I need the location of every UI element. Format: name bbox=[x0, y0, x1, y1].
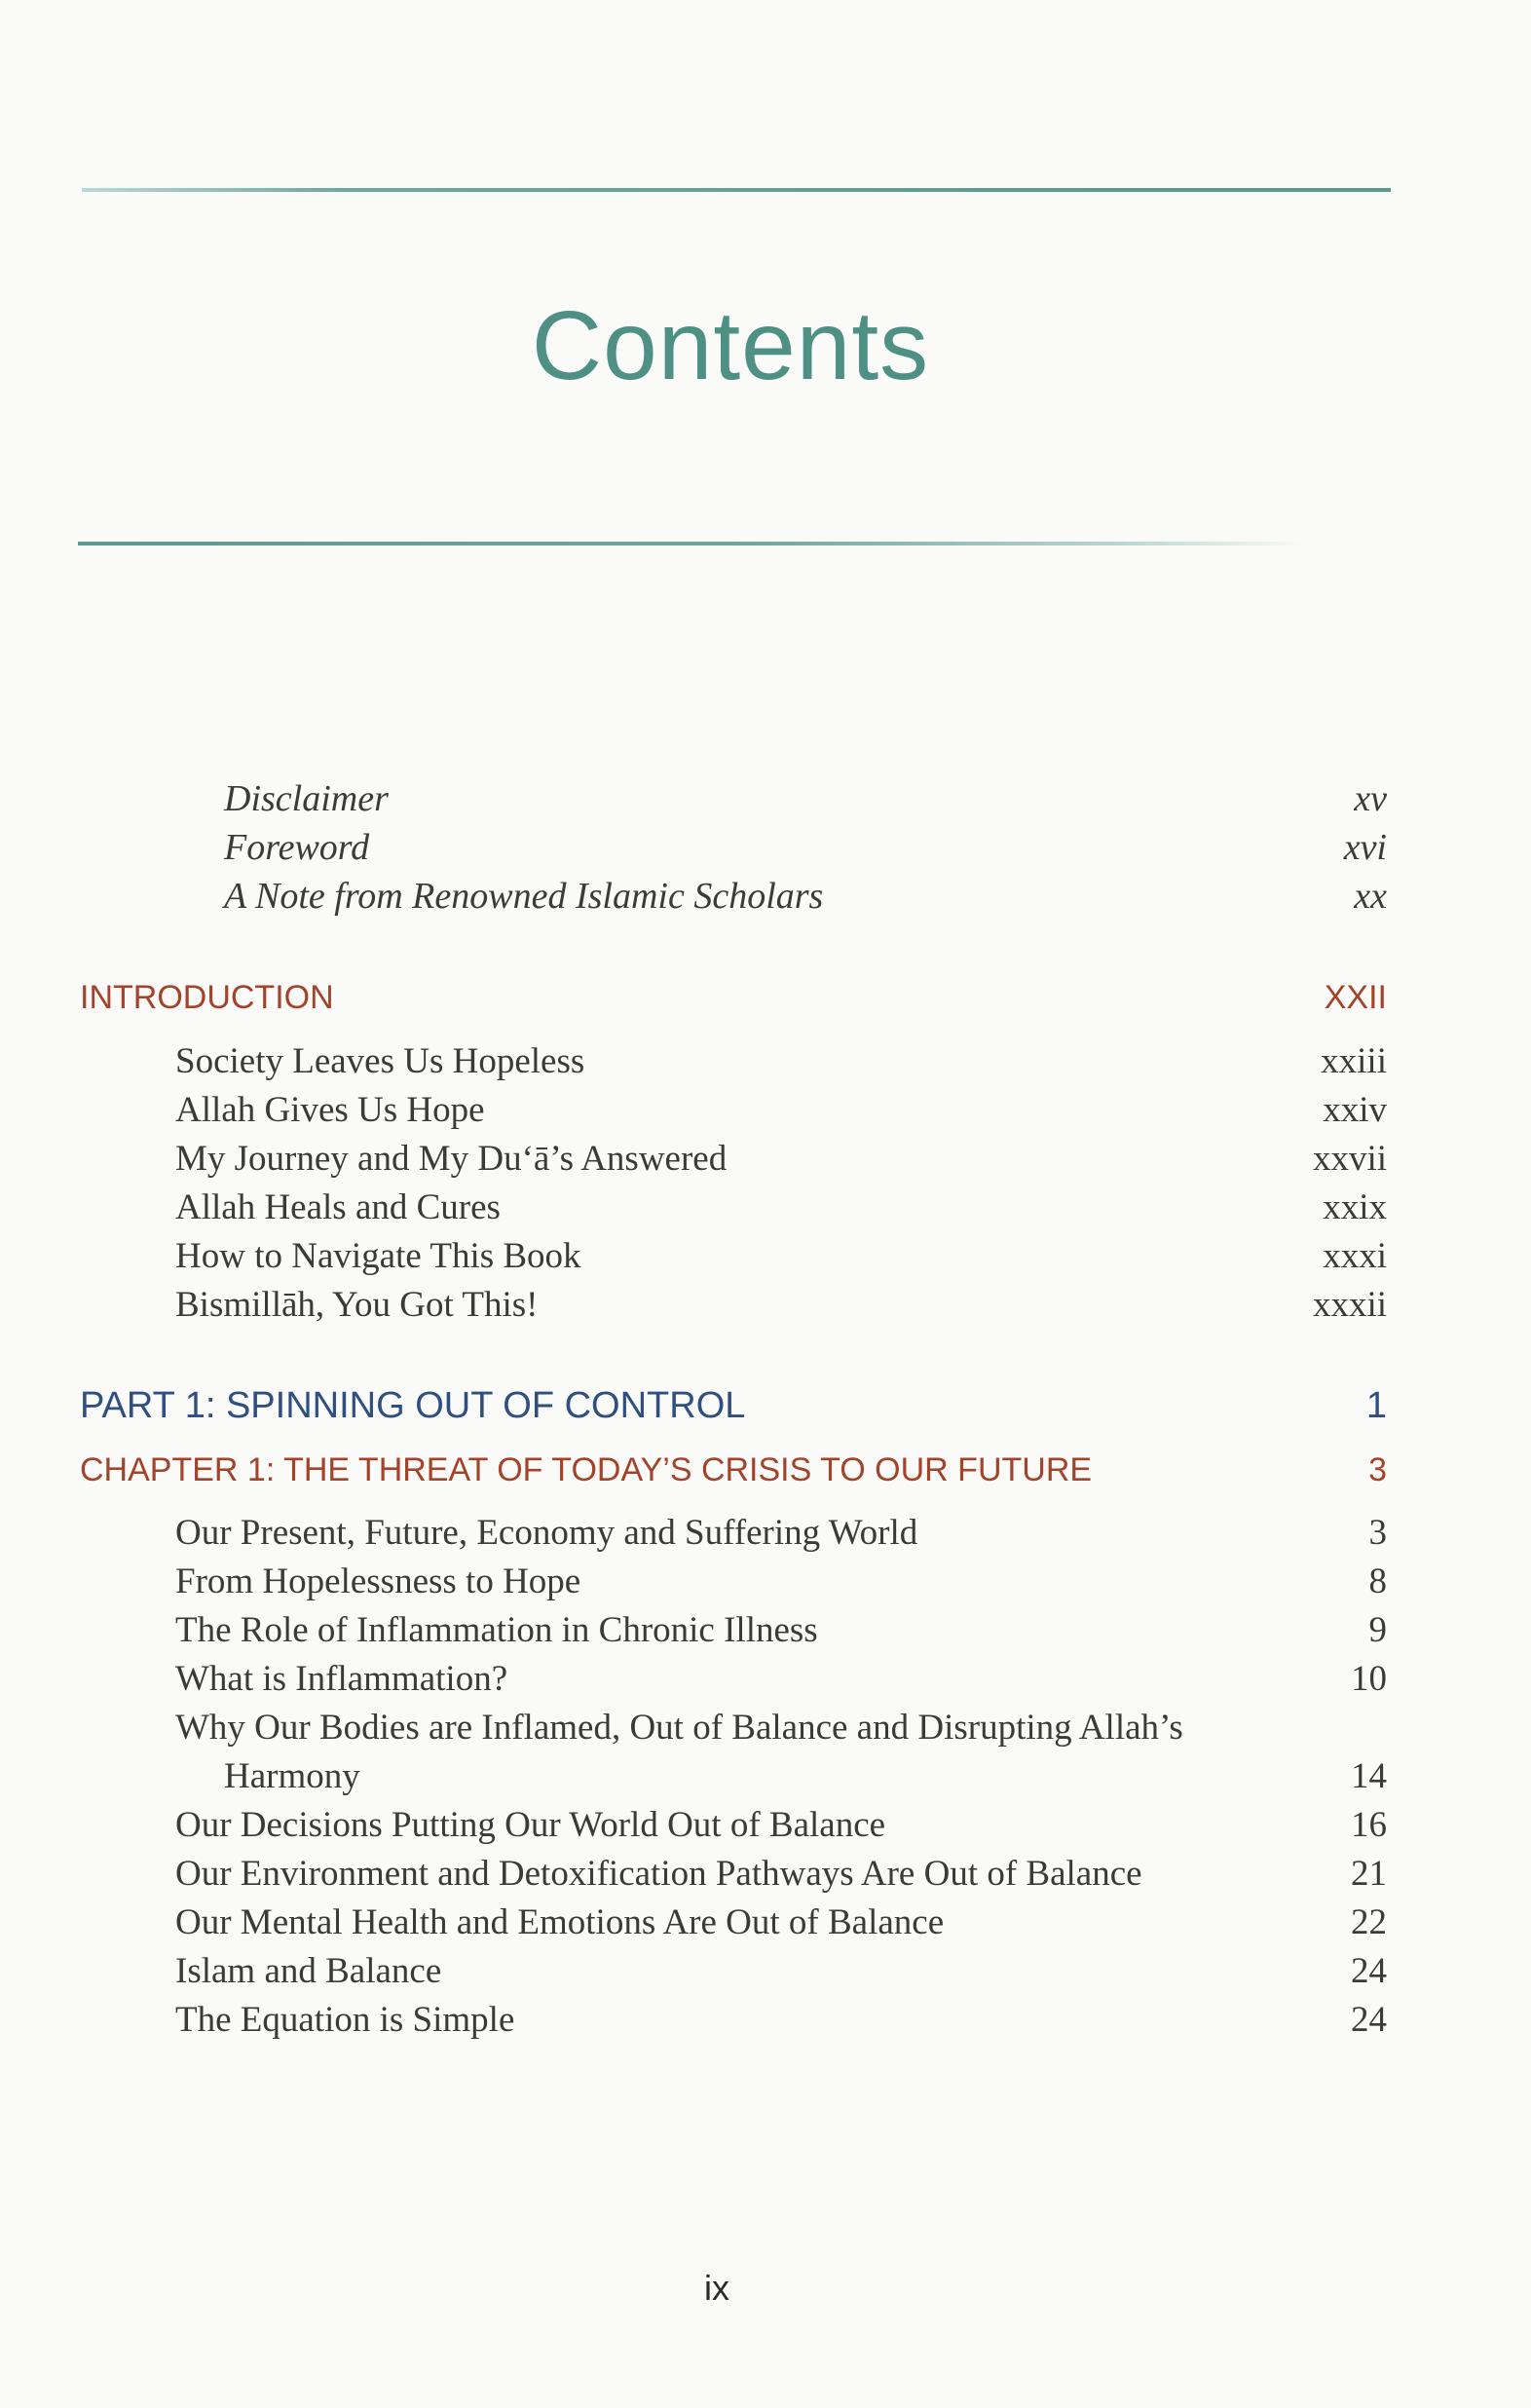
toc-entry-page: 8 bbox=[1368, 1561, 1387, 1601]
page-title: Contents bbox=[531, 291, 930, 400]
toc-front-entry[interactable] bbox=[0, 826, 1531, 875]
toc-entry-label: What is Inflammation? bbox=[175, 1659, 508, 1699]
toc-entry-page: 3 bbox=[1368, 1513, 1387, 1553]
toc-entry-page: 14 bbox=[1351, 1756, 1387, 1796]
toc-entry-page: 21 bbox=[1351, 1854, 1387, 1894]
toc-entry-continuation[interactable] bbox=[0, 1755, 1531, 1804]
page-number: ix bbox=[704, 2268, 729, 2308]
toc-entry-label: The Role of Inflammation in Chronic Illness bbox=[175, 1610, 818, 1650]
toc-entry[interactable] bbox=[0, 1950, 1531, 1999]
toc-entry-page: xv bbox=[1354, 778, 1387, 819]
toc-entry-label: Our Environment and Detoxification Pathways Are Out of Balance bbox=[175, 1854, 1142, 1894]
toc-entry-page: xxix bbox=[1323, 1187, 1387, 1227]
toc-entry-label-continuation: Harmony bbox=[224, 1756, 360, 1796]
toc-entry-label: Bismillāh, You Got This! bbox=[175, 1285, 539, 1325]
toc-chapter-heading[interactable] bbox=[0, 1451, 1531, 1500]
toc-entry-label: Allah Heals and Cures bbox=[175, 1187, 501, 1227]
toc-entry[interactable] bbox=[0, 1512, 1531, 1561]
toc-entry[interactable] bbox=[0, 1853, 1531, 1901]
toc-entry-page: xxiv bbox=[1323, 1090, 1387, 1130]
toc-entry[interactable] bbox=[0, 1186, 1531, 1235]
toc-entry[interactable] bbox=[0, 1235, 1531, 1284]
toc-entry-label: A Note from Renowned Islamic Scholars bbox=[224, 876, 824, 917]
toc-entry-label: Our Present, Future, Economy and Suffering World bbox=[175, 1513, 918, 1553]
toc-entry-page: 24 bbox=[1351, 2000, 1387, 2040]
toc-entry-label: Our Decisions Putting Our World Out of Balance bbox=[175, 1805, 886, 1845]
toc-entry-page: 16 bbox=[1351, 1805, 1387, 1845]
toc-entry-label: Allah Gives Us Hope bbox=[175, 1090, 485, 1130]
toc-entry-page: 9 bbox=[1368, 1610, 1387, 1650]
toc-heading-page: 3 bbox=[1368, 1451, 1387, 1488]
toc-entry-label: Our Mental Health and Emotions Are Out of Balance bbox=[175, 1902, 945, 1942]
toc-entry[interactable] bbox=[0, 1999, 1531, 2048]
title-underline-rule bbox=[78, 542, 1305, 546]
toc-entry[interactable] bbox=[0, 1707, 1531, 1755]
toc-entry-page: 24 bbox=[1351, 1951, 1387, 1991]
toc-entry-page: xxvii bbox=[1312, 1139, 1387, 1179]
toc-front-entry[interactable] bbox=[0, 875, 1531, 923]
toc-entry-label: Society Leaves Us Hopeless bbox=[175, 1041, 585, 1081]
toc-part-heading[interactable] bbox=[0, 1385, 1531, 1434]
toc-entry[interactable] bbox=[0, 1804, 1531, 1853]
toc-entry-page: xxxii bbox=[1312, 1285, 1387, 1325]
toc-entry-label: How to Navigate This Book bbox=[175, 1236, 581, 1276]
toc-entry-page: xvi bbox=[1343, 827, 1387, 868]
toc-entry-label: Why Our Bodies are Inflamed, Out of Balance and Disrupting Allah’s bbox=[175, 1708, 1183, 1748]
top-rule bbox=[82, 188, 1391, 192]
toc-entry-page: 22 bbox=[1351, 1902, 1387, 1942]
toc-introduction-heading[interactable] bbox=[0, 979, 1531, 1028]
toc-entry-label: Foreword bbox=[224, 827, 370, 868]
toc-entry[interactable] bbox=[0, 1040, 1531, 1089]
toc-entry[interactable] bbox=[0, 1658, 1531, 1707]
toc-front-entry[interactable] bbox=[0, 777, 1531, 826]
toc-heading-label: PART 1: SPINNING OUT OF CONTROL bbox=[80, 1385, 746, 1426]
toc-entry-label: From Hopelessness to Hope bbox=[175, 1561, 581, 1601]
toc-entry[interactable] bbox=[0, 1609, 1531, 1658]
toc-entry-label: My Journey and My Du‘ā’s Answered bbox=[175, 1139, 728, 1179]
toc-entry-page: xxiii bbox=[1321, 1041, 1387, 1081]
toc-heading-label: CHAPTER 1: THE THREAT OF TODAY’S CRISIS TO OUR FUTURE bbox=[80, 1451, 1093, 1488]
toc-heading-page: 1 bbox=[1365, 1385, 1387, 1426]
toc-entry-page: 10 bbox=[1351, 1659, 1387, 1699]
toc-entry-label: The Equation is Simple bbox=[175, 2000, 515, 2040]
toc-entry-label: Disclaimer bbox=[224, 778, 389, 819]
toc-entry[interactable] bbox=[0, 1561, 1531, 1609]
toc-entry[interactable] bbox=[0, 1138, 1531, 1186]
toc-entry[interactable] bbox=[0, 1089, 1531, 1138]
toc-entry[interactable] bbox=[0, 1901, 1531, 1950]
toc-entry[interactable] bbox=[0, 1284, 1531, 1333]
toc-heading-label: INTRODUCTION bbox=[80, 979, 334, 1016]
toc-entry-label: Islam and Balance bbox=[175, 1951, 442, 1991]
toc-entry-page: xxxi bbox=[1323, 1236, 1387, 1276]
toc-heading-page: XXII bbox=[1324, 979, 1387, 1016]
toc-entry-page: xx bbox=[1354, 876, 1387, 917]
